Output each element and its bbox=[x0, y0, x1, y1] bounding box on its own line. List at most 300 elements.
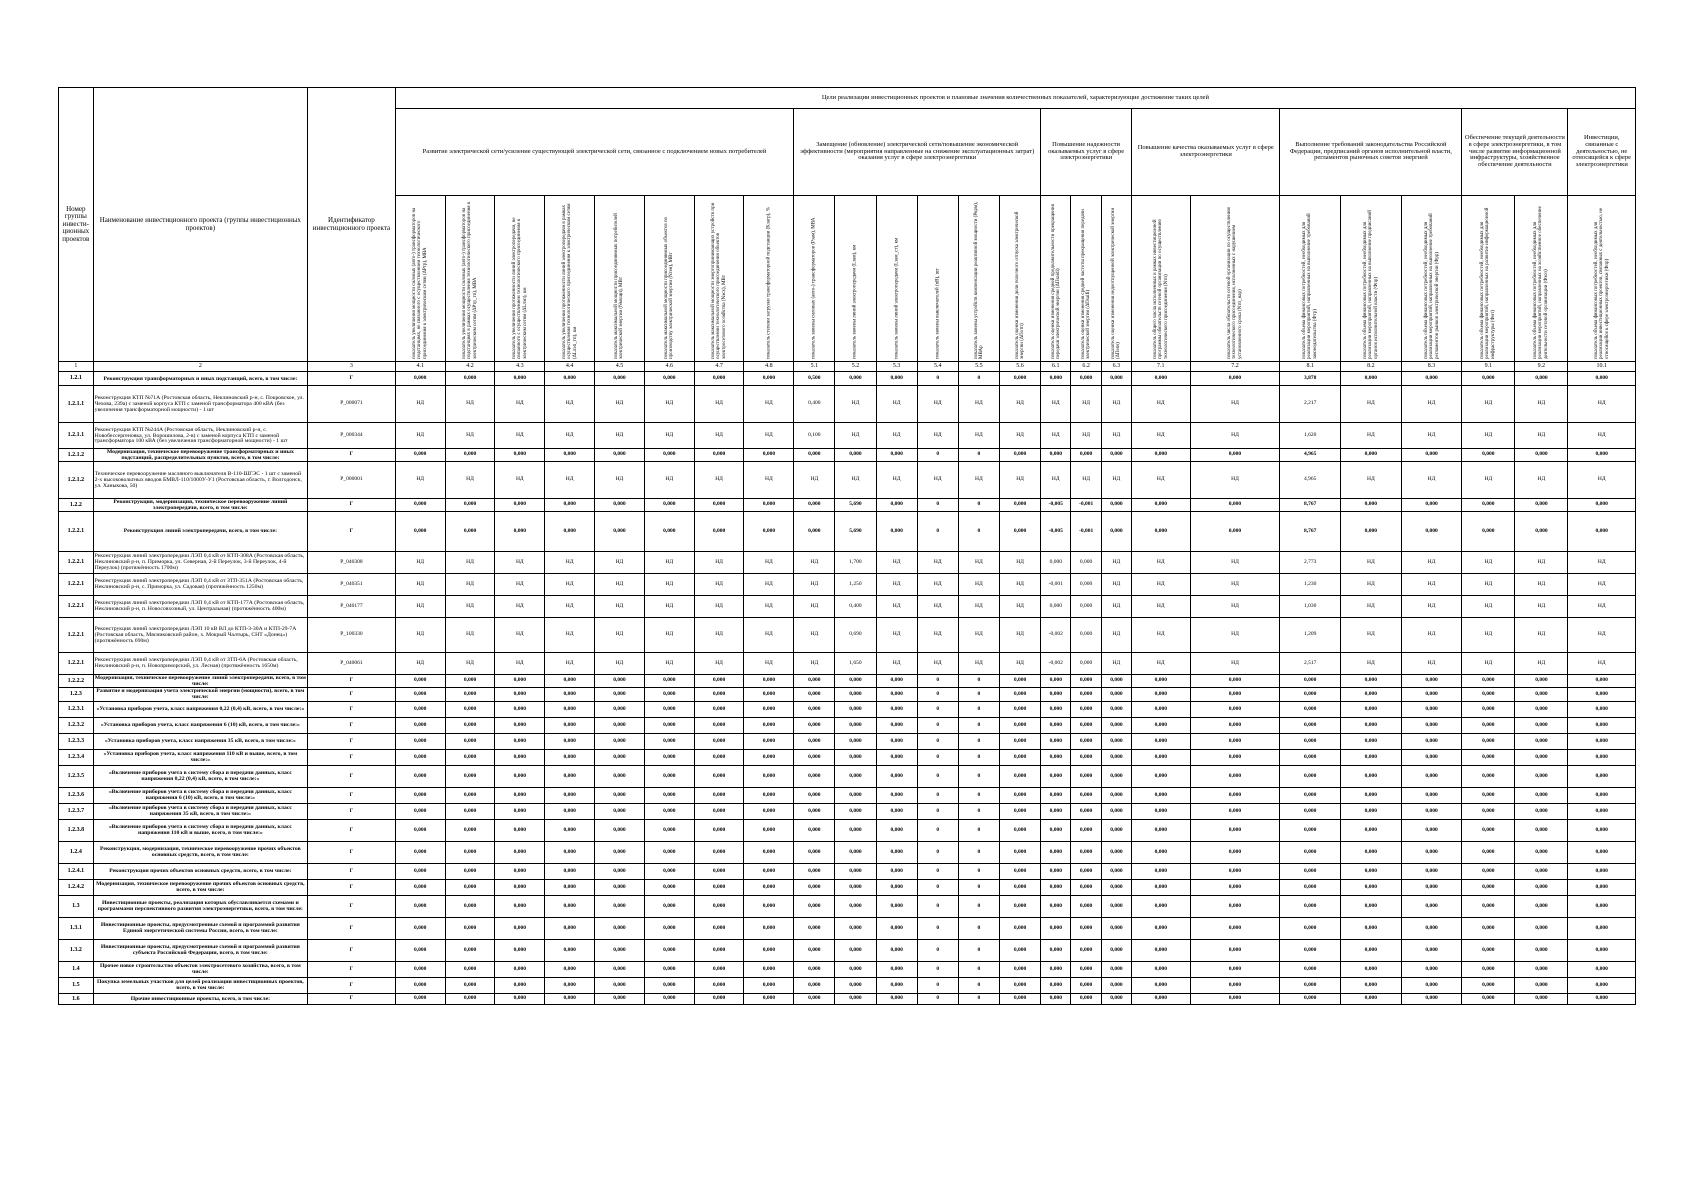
row-value: 0,000 bbox=[1071, 961, 1101, 977]
row-value: 0,000 bbox=[999, 717, 1040, 733]
row-value: 0,000 bbox=[1462, 819, 1515, 841]
row-value: 0,000 bbox=[794, 449, 835, 462]
row-value: 0,000 bbox=[1280, 879, 1341, 895]
table-row bbox=[59, 787, 1636, 803]
row-value: НД bbox=[744, 652, 794, 674]
row-value: 0,000 bbox=[545, 961, 595, 977]
row-value: 0,000 bbox=[445, 498, 495, 511]
row-value: 0,000 bbox=[445, 879, 495, 895]
row-value: 0,000 bbox=[1101, 841, 1131, 863]
row-group-code: 1.2.3.7 bbox=[59, 803, 94, 819]
column-number: 4.2 bbox=[445, 362, 495, 372]
indicator-header bbox=[1515, 196, 1568, 362]
row-project-id: Г bbox=[308, 511, 396, 551]
indicator-label: показатель оценки изменения средней частоты прекращения передачи электрической энергии (ΔПsaifi) bbox=[1080, 208, 1092, 359]
row-value: НД bbox=[1190, 461, 1280, 498]
indicator-label: показатель числа обязательств сетевой организации по осуществлению технологического присоединения, исполненных с нарушением установленного срока (Nтп_нар) bbox=[1227, 206, 1243, 359]
row-value: 0,000 bbox=[744, 977, 794, 993]
goal-group-header: Выполнение требований законодательства Российской Федерации, предписаний органов исполнительной власти, регламентов рыночных советов энергией bbox=[1280, 109, 1462, 196]
row-value: 0,000 bbox=[1462, 511, 1515, 551]
row-value: 0,000 bbox=[1568, 879, 1636, 895]
row-group-code: 1.2.1.2 bbox=[59, 449, 94, 462]
row-value: 0,000 bbox=[595, 879, 645, 895]
row-value: 0,000 bbox=[595, 993, 645, 1004]
row-value: 0,000 bbox=[495, 841, 545, 863]
row-value: 0,000 bbox=[794, 841, 835, 863]
row-value: 0,000 bbox=[1132, 787, 1190, 803]
row-value: 0,000 bbox=[999, 687, 1040, 701]
row-value: НД bbox=[1132, 423, 1190, 449]
row-value: 0,000 bbox=[876, 961, 917, 977]
row-value: НД bbox=[495, 386, 545, 423]
row-value: 0,000 bbox=[545, 449, 595, 462]
row-group-code: 1.2.2.1 bbox=[59, 617, 94, 652]
row-value: 0,000 bbox=[999, 787, 1040, 803]
row-value: НД bbox=[794, 595, 835, 617]
row-value: 0,000 bbox=[1515, 498, 1568, 511]
row-value: 0,000 bbox=[1071, 674, 1101, 687]
row-value: НД bbox=[1568, 551, 1636, 573]
row-value: 0,100 bbox=[794, 423, 835, 449]
row-project-name: Реконструкция линий электропередачи ЛЭП 10 кВ ВЛ до КТП-3-30А и КТП-29-7А (Ростовская область, Мясниковский район, х. Мокрый Чалтырь, СНТ «Донец») (протяжённость 690м) bbox=[93, 617, 307, 652]
row-value: 0,000 bbox=[1132, 498, 1190, 511]
row-value: 0 bbox=[958, 879, 999, 895]
row-value: 0 bbox=[958, 787, 999, 803]
row-value: 0,000 bbox=[644, 863, 694, 879]
row-value: 0 bbox=[958, 733, 999, 749]
row-value: 0,000 bbox=[1568, 977, 1636, 993]
row-value: НД bbox=[595, 461, 645, 498]
row-value: 0,000 bbox=[545, 803, 595, 819]
row-value: 1,650 bbox=[835, 652, 876, 674]
row-value: 0,000 bbox=[1341, 765, 1402, 787]
row-value: НД bbox=[395, 386, 445, 423]
row-value: 0,400 bbox=[794, 386, 835, 423]
row-value: 0,000 bbox=[999, 819, 1040, 841]
row-project-id: Г bbox=[308, 701, 396, 717]
row-value: 0 bbox=[958, 895, 999, 917]
row-value: 0,000 bbox=[1568, 765, 1636, 787]
row-value: 0,000 bbox=[495, 961, 545, 977]
row-value: НД bbox=[1341, 652, 1402, 674]
indicator-label: показатель увеличения протяженности линий электропередачи, не связанного с осуществлением технологического присоединения к электрическим сетям (ΔLлэп), км bbox=[511, 216, 528, 359]
row-value: 0,000 bbox=[545, 917, 595, 939]
row-value: НД bbox=[445, 551, 495, 573]
row-value: 1,030 bbox=[1280, 595, 1341, 617]
indicator-header bbox=[1101, 196, 1131, 362]
row-value: 0,000 bbox=[1341, 917, 1402, 939]
row-value: 0,000 bbox=[794, 993, 835, 1004]
row-value: НД bbox=[694, 595, 744, 617]
row-value: НД bbox=[545, 386, 595, 423]
table-row bbox=[59, 879, 1636, 895]
row-value: 0 bbox=[917, 787, 958, 803]
row-value: НД bbox=[1190, 617, 1280, 652]
row-value: НД bbox=[595, 551, 645, 573]
row-value: 0,000 bbox=[495, 787, 545, 803]
row-value: 0,000 bbox=[876, 841, 917, 863]
row-value: 0,000 bbox=[1101, 819, 1131, 841]
indicator-header bbox=[958, 196, 999, 362]
row-value: 0,000 bbox=[1462, 863, 1515, 879]
table-row bbox=[59, 717, 1636, 733]
row-project-name: «Установка приборов учета, класс напряжения 0,22 (0,4) кВ, всего, в том числе:» bbox=[93, 701, 307, 717]
row-value: 0 bbox=[917, 674, 958, 687]
row-value: 0,000 bbox=[395, 511, 445, 551]
row-value: 0,000 bbox=[545, 977, 595, 993]
row-value: 0,000 bbox=[999, 733, 1040, 749]
row-value: 0,000 bbox=[1190, 765, 1280, 787]
row-value: 0,000 bbox=[1041, 749, 1071, 765]
row-value: 0,000 bbox=[835, 701, 876, 717]
row-value: НД bbox=[694, 551, 744, 573]
row-group-code: 1.2.1 bbox=[59, 372, 94, 386]
row-value: 0,000 bbox=[794, 765, 835, 787]
row-value: 0,000 bbox=[445, 917, 495, 939]
row-value: 0,000 bbox=[1280, 803, 1341, 819]
row-value: 0,000 bbox=[1462, 687, 1515, 701]
row-value: 0,000 bbox=[1101, 449, 1131, 462]
row-value: 0,000 bbox=[1401, 895, 1462, 917]
column-number: 5.6 bbox=[999, 362, 1040, 372]
row-value: 0 bbox=[917, 765, 958, 787]
row-value: 0,000 bbox=[1568, 787, 1636, 803]
row-value: 0,000 bbox=[445, 939, 495, 961]
column-number: 5.4 bbox=[917, 362, 958, 372]
row-value: 0,000 bbox=[1101, 787, 1131, 803]
row-value: 0,000 bbox=[835, 819, 876, 841]
row-value: 0,000 bbox=[999, 701, 1040, 717]
row-value: 0,000 bbox=[999, 993, 1040, 1004]
row-value: 0,000 bbox=[876, 863, 917, 879]
row-value: НД bbox=[917, 461, 958, 498]
row-value: НД bbox=[644, 551, 694, 573]
row-value: 0,000 bbox=[1041, 674, 1071, 687]
column-number: 5.3 bbox=[876, 362, 917, 372]
row-value: 0,000 bbox=[1041, 961, 1071, 977]
row-value: 0,000 bbox=[794, 895, 835, 917]
row-value: 0,000 bbox=[1101, 939, 1131, 961]
row-project-id: P_040308 bbox=[308, 551, 396, 573]
column-number: 4.3 bbox=[495, 362, 545, 372]
row-value: 0,000 bbox=[395, 993, 445, 1004]
row-value: НД bbox=[694, 461, 744, 498]
row-value: 0,000 bbox=[1041, 787, 1071, 803]
row-value: 0,000 bbox=[545, 841, 595, 863]
row-value: 0,000 bbox=[595, 895, 645, 917]
row-value: НД bbox=[1462, 595, 1515, 617]
row-value: 0,000 bbox=[694, 841, 744, 863]
row-value: 0 bbox=[917, 701, 958, 717]
row-value: 0,000 bbox=[1568, 701, 1636, 717]
row-value: 0,000 bbox=[395, 917, 445, 939]
row-value: 0,000 bbox=[1041, 977, 1071, 993]
row-value: 0 bbox=[958, 803, 999, 819]
row-value: 0,000 bbox=[794, 701, 835, 717]
row-project-id: P_040177 bbox=[308, 595, 396, 617]
row-value: НД bbox=[1401, 595, 1462, 617]
row-value: 0,000 bbox=[1041, 939, 1071, 961]
row-value: 0,000 bbox=[644, 717, 694, 733]
row-value: 0,000 bbox=[876, 939, 917, 961]
row-value: 0,000 bbox=[595, 687, 645, 701]
row-value: 1,209 bbox=[1280, 617, 1341, 652]
row-value: 0,000 bbox=[1071, 787, 1101, 803]
row-value: 0,000 bbox=[595, 674, 645, 687]
row-value: 0,000 bbox=[1132, 701, 1190, 717]
row-value: 0,000 bbox=[644, 993, 694, 1004]
row-project-id: Г bbox=[308, 787, 396, 803]
row-value: 0,000 bbox=[445, 717, 495, 733]
row-value: 0,000 bbox=[445, 863, 495, 879]
row-value: НД bbox=[445, 617, 495, 652]
row-value: 0,000 bbox=[1280, 717, 1341, 733]
table-row bbox=[59, 917, 1636, 939]
row-project-name: Реконструкция, модернизация, техническое перевооружение линий электропередачи, всего, в том числе: bbox=[93, 498, 307, 511]
row-value: 0,000 bbox=[595, 977, 645, 993]
row-value: 0,000 bbox=[1462, 977, 1515, 993]
row-value: НД bbox=[1132, 386, 1190, 423]
row-value: 0,000 bbox=[744, 787, 794, 803]
row-value: 0,000 bbox=[744, 863, 794, 879]
row-project-id: Г bbox=[308, 733, 396, 749]
row-value: 0,000 bbox=[545, 701, 595, 717]
row-value: 0,000 bbox=[876, 803, 917, 819]
row-value: НД bbox=[1071, 386, 1101, 423]
column-number: 9.1 bbox=[1462, 362, 1515, 372]
table-row bbox=[59, 939, 1636, 961]
row-value: 0,000 bbox=[794, 879, 835, 895]
row-value: НД bbox=[1515, 461, 1568, 498]
row-project-name: «Включение приборов учета в систему сбора и передачи данных, класс напряжения 6 (10) кВ, всего, в том числе:» bbox=[93, 787, 307, 803]
row-value: НД bbox=[876, 595, 917, 617]
row-value: 0,000 bbox=[1190, 939, 1280, 961]
row-value: 0,000 bbox=[1341, 863, 1402, 879]
indicator-label: показатель увеличения протяженности линий электропередачи в рамках осуществления технологического присоединения к электрическим сетям (ΔLлэп_тп), км bbox=[561, 202, 578, 359]
row-group-code: 1.6 bbox=[59, 993, 94, 1004]
row-value: 0,000 bbox=[1515, 787, 1568, 803]
indicator-header bbox=[1568, 196, 1636, 362]
row-value: 0,000 bbox=[644, 977, 694, 993]
row-value: 0,000 bbox=[595, 511, 645, 551]
row-project-name: Инвестиционные проекты, предусмотренные схемой и программой развития субъекта Российской Федерации, всего, в том числе: bbox=[93, 939, 307, 961]
row-value: 0,000 bbox=[1401, 687, 1462, 701]
row-value: 0 bbox=[958, 977, 999, 993]
row-value: НД bbox=[495, 617, 545, 652]
row-value: 0,000 bbox=[445, 895, 495, 917]
row-value: 0,000 bbox=[1190, 372, 1280, 386]
row-value: -0,001 bbox=[1041, 573, 1071, 595]
indicator-header bbox=[999, 196, 1040, 362]
row-value: 0,000 bbox=[495, 939, 545, 961]
row-value: -0,005 bbox=[1041, 498, 1071, 511]
row-value: 2,517 bbox=[1280, 652, 1341, 674]
row-value: 0,000 bbox=[395, 787, 445, 803]
row-value: 0 bbox=[958, 961, 999, 977]
row-value: 0,000 bbox=[744, 765, 794, 787]
row-value: 0,000 bbox=[1568, 733, 1636, 749]
row-value: 0,000 bbox=[1462, 787, 1515, 803]
column-number: 7.1 bbox=[1132, 362, 1190, 372]
indicator-label: показатель объема финансовых потребностей, необходимых для реализации мероприятий, направленных на выполнение требований регламентов рынков электрической энергии (Фрр) bbox=[1423, 212, 1440, 359]
row-value: 0,000 bbox=[1071, 595, 1101, 617]
header-row-top bbox=[59, 88, 1636, 109]
row-value: 0,000 bbox=[999, 917, 1040, 939]
col-project-name-header: Наименование инвестиционного проекта (группы инвестиционных проектов) bbox=[93, 88, 307, 362]
row-value: 0,000 bbox=[1401, 977, 1462, 993]
row-value: 0,000 bbox=[595, 819, 645, 841]
row-value: 0,000 bbox=[835, 687, 876, 701]
row-value: 0 bbox=[958, 674, 999, 687]
row-value: 0,000 bbox=[1515, 717, 1568, 733]
row-value: 0,000 bbox=[495, 449, 545, 462]
row-value: НД bbox=[545, 461, 595, 498]
column-number: 6.1 bbox=[1041, 362, 1071, 372]
indicator-header bbox=[495, 196, 545, 362]
row-value: 0,000 bbox=[644, 687, 694, 701]
row-value: НД bbox=[445, 595, 495, 617]
row-value: 0,000 bbox=[495, 879, 545, 895]
row-value: 0,000 bbox=[1132, 765, 1190, 787]
row-value: НД bbox=[1515, 573, 1568, 595]
row-value: 0,000 bbox=[876, 977, 917, 993]
column-number: 4.8 bbox=[744, 362, 794, 372]
row-value: 0,000 bbox=[1041, 895, 1071, 917]
row-value: 0,000 bbox=[445, 749, 495, 765]
row-value: 0,000 bbox=[395, 733, 445, 749]
row-value: 0,000 bbox=[495, 749, 545, 765]
row-value: 0,000 bbox=[744, 803, 794, 819]
column-number: 7.2 bbox=[1190, 362, 1280, 372]
row-value: 0,000 bbox=[1071, 803, 1101, 819]
row-value: НД bbox=[395, 551, 445, 573]
row-value: НД bbox=[495, 461, 545, 498]
row-project-id: Г bbox=[308, 977, 396, 993]
indicator-label: показатель замены выключателей (nВ), шт bbox=[935, 267, 941, 359]
row-value: 0,000 bbox=[545, 993, 595, 1004]
row-value: НД bbox=[1132, 652, 1190, 674]
row-value: 0,000 bbox=[1462, 961, 1515, 977]
row-value: НД bbox=[958, 573, 999, 595]
row-value: 0,000 bbox=[876, 372, 917, 386]
row-value: НД bbox=[835, 461, 876, 498]
row-project-name: Техническое перевооружение масляного выключателя В-110-ШГЭС - 1 шт с заменой 2-х высоковольтных вводов БМВЛ-110/1000У-У1 (Ростовская область, г. Волгодонск, ул. Ханыкова, 50) bbox=[93, 461, 307, 498]
row-value: 0,000 bbox=[694, 765, 744, 787]
row-value: 0 bbox=[958, 841, 999, 863]
row-value: -0,002 bbox=[1041, 617, 1071, 652]
row-value: НД bbox=[644, 573, 694, 595]
row-value: НД bbox=[999, 461, 1040, 498]
row-value: 0,000 bbox=[1132, 895, 1190, 917]
row-project-name: Прочие инвестиционные проекты, всего, в том числе: bbox=[93, 993, 307, 1004]
row-group-code: 1.2.1.1 bbox=[59, 423, 94, 449]
row-value: 1,620 bbox=[1280, 423, 1341, 449]
row-value: 0,000 bbox=[1132, 511, 1190, 551]
row-value: НД bbox=[876, 617, 917, 652]
table-row bbox=[59, 977, 1636, 993]
row-value: 0 bbox=[917, 749, 958, 765]
row-project-name: «Установка приборов учета, класс напряжения 35 кВ, всего, в том числе:» bbox=[93, 733, 307, 749]
row-value: НД bbox=[1515, 423, 1568, 449]
row-value: 0,000 bbox=[876, 749, 917, 765]
row-value: НД bbox=[694, 423, 744, 449]
row-value: НД bbox=[999, 551, 1040, 573]
row-value: 0,000 bbox=[1071, 652, 1101, 674]
indicator-header bbox=[445, 196, 495, 362]
row-group-code: 1.2.3.5 bbox=[59, 765, 94, 787]
row-group-code: 1.2.2.1 bbox=[59, 595, 94, 617]
row-value: 0,000 bbox=[644, 841, 694, 863]
row-value: 0 bbox=[958, 749, 999, 765]
row-value: 0,000 bbox=[1515, 803, 1568, 819]
row-value: НД bbox=[1341, 617, 1402, 652]
row-value: НД bbox=[1132, 551, 1190, 573]
row-value: 4,965 bbox=[1280, 449, 1341, 462]
indicator-label: показатель максимальной мощности энергопринимающих устройств при осуществлении технологического присоединения объектов электросетевого хозяйства (Nэсх), МВт bbox=[711, 202, 727, 359]
row-value: НД bbox=[1515, 617, 1568, 652]
row-value: 0,000 bbox=[1071, 895, 1101, 917]
row-value: 0,000 bbox=[794, 863, 835, 879]
row-value: 0,000 bbox=[1515, 917, 1568, 939]
row-value: НД bbox=[1101, 595, 1131, 617]
row-project-name: Модернизация, техническое перевооружение линий электропередачи, всего, в том числе: bbox=[94, 674, 306, 687]
row-value: 0,000 bbox=[1041, 595, 1071, 617]
row-value: 0,000 bbox=[1101, 993, 1131, 1004]
row-value: 0,000 bbox=[1568, 819, 1636, 841]
row-value: 0,000 bbox=[1401, 879, 1462, 895]
row-value: 0,000 bbox=[999, 977, 1040, 993]
indicator-label: показатель объема финансовых потребностей, необходимых для реализации инвестиционных проектов, связанных с деятельностью, не относящейся к сфере электроэнергетики (Фпр) bbox=[1593, 207, 1610, 359]
row-group-code: 1.2.3.8 bbox=[59, 819, 94, 841]
row-value: НД bbox=[1341, 423, 1402, 449]
row-value: НД bbox=[999, 652, 1040, 674]
row-value: 0,000 bbox=[445, 787, 495, 803]
row-group-code: 1.2.3.6 bbox=[59, 787, 94, 803]
row-value: НД bbox=[1132, 595, 1190, 617]
row-value: 0,000 bbox=[1568, 749, 1636, 765]
row-value: 0,000 bbox=[1515, 939, 1568, 961]
goal-group-header: Развитие электрической сети/усиление существующей электрической сети, связанное с подключением новых потребителей bbox=[395, 109, 794, 196]
row-value: 0,000 bbox=[835, 977, 876, 993]
row-value: НД bbox=[595, 595, 645, 617]
row-project-id: Г bbox=[308, 819, 396, 841]
row-value: 0,000 bbox=[495, 863, 545, 879]
row-value: 3,878 bbox=[1280, 372, 1341, 386]
row-value: 0,000 bbox=[835, 733, 876, 749]
row-value: 0,000 bbox=[1401, 819, 1462, 841]
table-row bbox=[59, 701, 1636, 717]
row-value: 0,000 bbox=[445, 733, 495, 749]
row-value: 0 bbox=[917, 841, 958, 863]
row-value: 0,000 bbox=[835, 449, 876, 462]
row-value: 0,000 bbox=[744, 674, 794, 687]
row-value: НД bbox=[744, 573, 794, 595]
indicator-header bbox=[545, 196, 595, 362]
row-value: 0,000 bbox=[595, 372, 645, 386]
row-value: 0 bbox=[917, 372, 958, 386]
row-value: 0,000 bbox=[744, 449, 794, 462]
row-project-name: Покупка земельных участков для целей реализации инвестиционных проектов, всего, в том числе: bbox=[93, 977, 307, 993]
row-value: 0,000 bbox=[1401, 717, 1462, 733]
row-value: 0,000 bbox=[744, 879, 794, 895]
row-project-name: Реконструкция линий электропередачи ЛЭП 0,4 кВ от ЗТП-351А (Ростовская область, Неклиновский р-н, с. Приморка, ул. Садовая) (протяжённость 1250м) bbox=[93, 573, 307, 595]
row-value: 0,000 bbox=[1190, 863, 1280, 879]
row-value: 0,000 bbox=[744, 841, 794, 863]
row-value: 0,000 bbox=[694, 787, 744, 803]
row-value: 0,000 bbox=[1401, 449, 1462, 462]
row-value: 0,000 bbox=[1568, 511, 1636, 551]
column-number: 1 bbox=[59, 362, 94, 372]
